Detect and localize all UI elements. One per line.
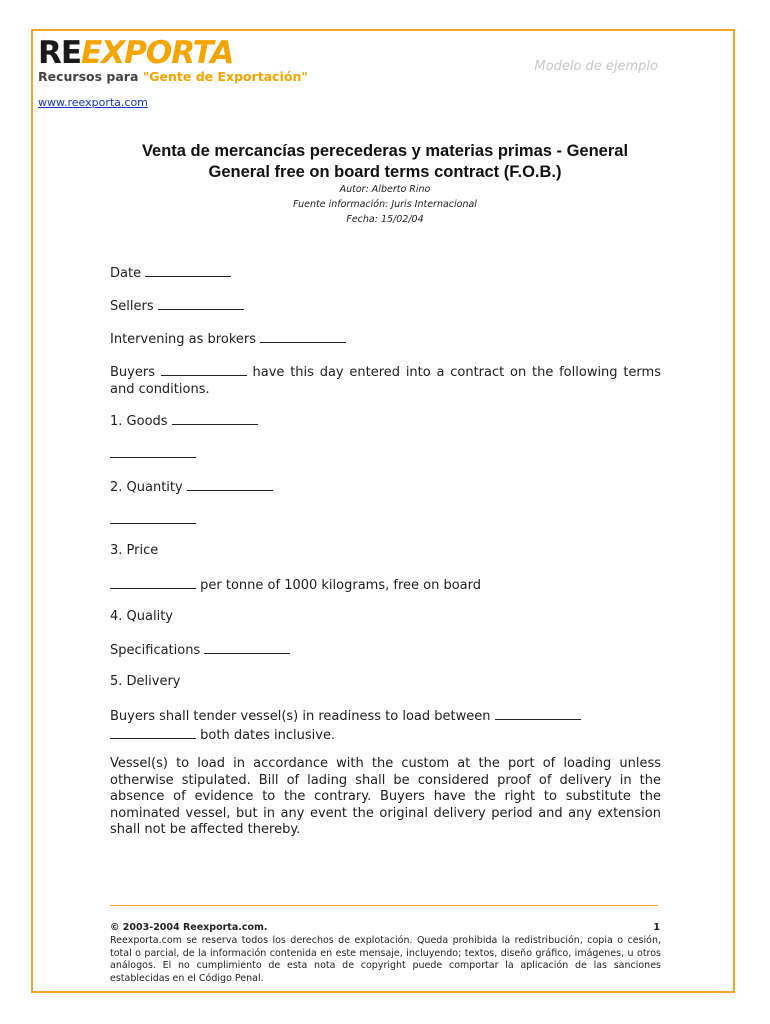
document-subtitle: General free on board terms contract (F.O.B.) — [208, 163, 562, 181]
delivery-text-2: both dates inclusive. — [200, 727, 336, 743]
logo-tagline-prefix: Recursos para — [38, 69, 143, 84]
goods-extra-row — [110, 445, 661, 464]
author-line: Autor: Alberto Rino — [339, 184, 431, 195]
date-line: Fecha: 15/02/04 — [346, 214, 424, 225]
sellers-field-row — [110, 297, 661, 316]
footer-divider — [110, 905, 658, 906]
price-row — [110, 576, 661, 595]
goods-field-row — [110, 412, 661, 431]
quality-heading: 4. Quality — [110, 609, 173, 624]
price-text: per tonne of 1000 kilograms, free on board — [200, 578, 482, 593]
document-title: Venta de mercancías perecederas y materias primas - General — [141, 142, 629, 160]
quantity-field-row — [110, 478, 661, 497]
footer-notice: Reexporta.com se reserva todos los derechos de explotación. Queda prohibida la redistribución, copia o cesión, total o parcial, de la información contenida en este mensaje, incluyendo; textos, diseño gráfico, imágenes, u otros análogos. El no cumplimiento de esta nota de copyright puede comportar la aplicación de las sanciones establecidas en el Código Penal. — [110, 935, 661, 984]
logo-tagline — [38, 69, 308, 84]
delivery-blank-1 — [495, 707, 581, 720]
specs-field-row — [110, 641, 661, 660]
brokers-blank — [260, 330, 346, 343]
brokers-field-row — [110, 330, 661, 349]
goods-extra-blank — [110, 445, 196, 458]
quantity-extra-blank — [110, 511, 196, 524]
price-blank — [110, 576, 196, 589]
brokers-label: Intervening as brokers — [110, 332, 256, 347]
date-field-row — [110, 264, 661, 283]
delivery-paragraph — [110, 707, 661, 744]
footer-copyright: © 2003-2004 Reexporta.com. — [110, 922, 268, 933]
reexporta-logo — [38, 35, 308, 87]
buyers-paragraph — [110, 363, 661, 398]
model-label: Modelo de ejemplo — [534, 59, 658, 74]
delivery-blank-2 — [110, 726, 196, 739]
site-link[interactable]: www.reexporta.com — [38, 96, 148, 109]
source-line: Fuente información: Juris Internacional — [293, 199, 477, 210]
delivery-text-1: Buyers shall tender vessel(s) in readiness to load between — [110, 709, 491, 724]
goods-blank — [172, 412, 258, 425]
buyers-label: Buyers — [110, 365, 155, 380]
sellers-label: Sellers — [110, 299, 154, 314]
quantity-blank — [187, 478, 273, 491]
goods-label: 1. Goods — [110, 414, 168, 429]
price-heading: 3. Price — [110, 543, 159, 558]
specs-label: Specifications — [110, 643, 201, 658]
quantity-extra-row — [110, 511, 661, 530]
page-number: 1 — [653, 922, 660, 933]
quantity-label: 2. Quantity — [110, 480, 183, 495]
logo-wordmark — [38, 37, 233, 69]
delivery-heading: 5. Delivery — [110, 674, 181, 689]
sellers-blank — [158, 297, 244, 310]
logo-tagline-quote: "Gente de Exportación" — [142, 69, 308, 84]
specs-blank — [204, 641, 290, 654]
vessel-paragraph: Vessel(s) to load in accordance with the custom at the port of loading unless otherwise stipulated. Bill of lading shall be considered proof of delivery in the absence of evidence to the contrary. Buyers have the right to substitute the nominated vessel, but in any event the original delivery period and any extension shall not be affected thereby. — [110, 756, 661, 837]
buyers-blank — [161, 363, 247, 376]
logo-exporta: EXPORTA — [81, 35, 234, 71]
buyers-text: have this day entered into a contract on the following terms and conditions. — [110, 365, 661, 397]
date-label: Date — [110, 266, 142, 281]
logo-re: RE — [38, 35, 82, 71]
date-blank — [145, 264, 231, 277]
